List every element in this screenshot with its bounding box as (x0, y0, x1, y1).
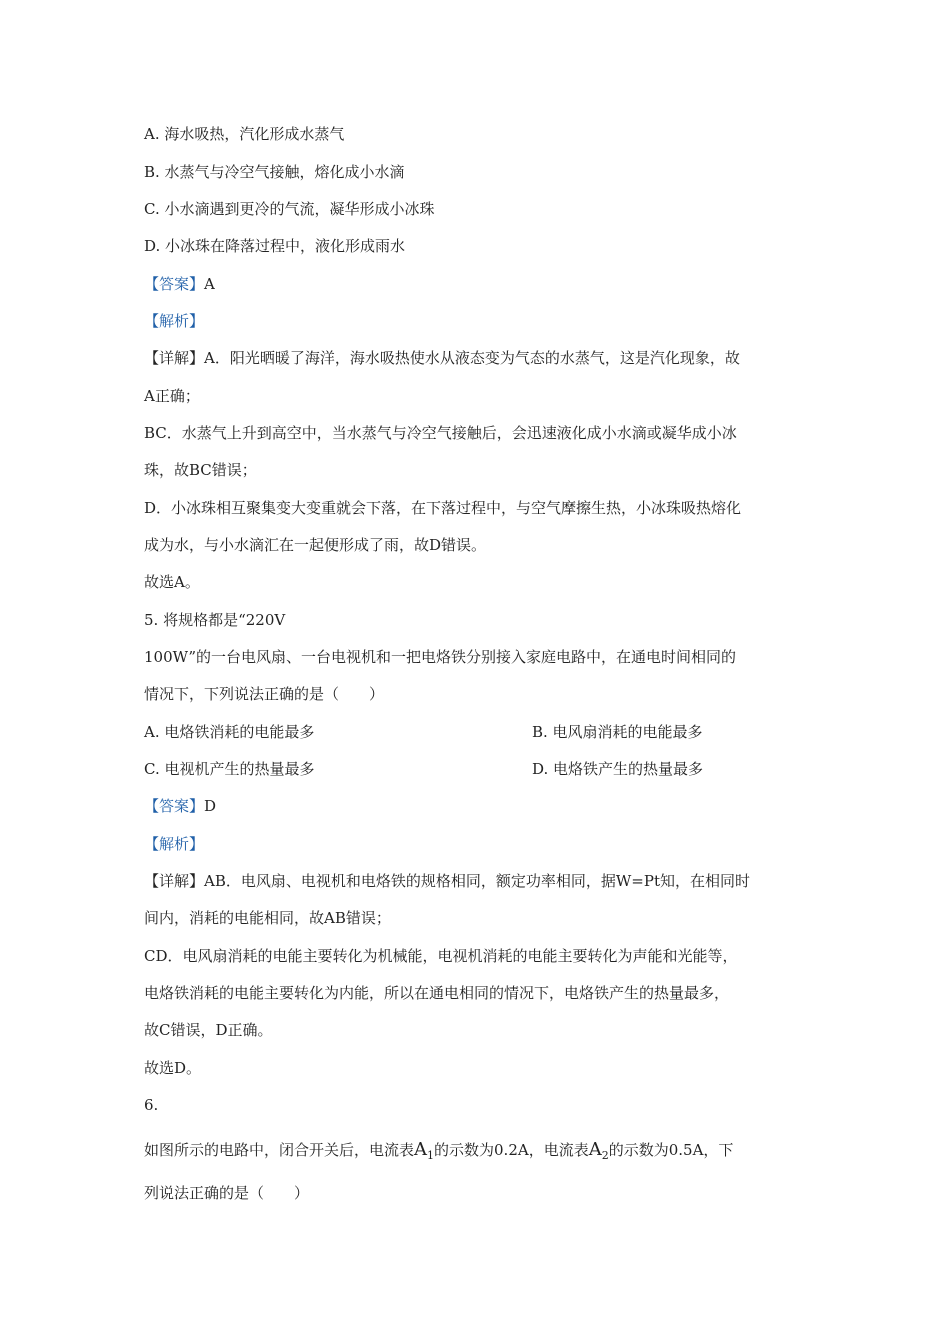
q6-number: 6. (144, 1096, 159, 1114)
q5-stem-3: 情况下，下列说法正确的是（ ） (144, 685, 385, 703)
q5-conclusion: 故选D。 (144, 1059, 202, 1077)
q4-detail-line-3: BC．水蒸气上升到高空中，当水蒸气与冷空气接触后，会迅速液化成小水滴或凝华成小冰 (144, 424, 737, 442)
ammeter-a2-symbol: A (588, 1139, 602, 1160)
q4-detail-line-4: 珠，故BC错误； (144, 461, 257, 479)
q5-detail-line-5: 故C错误，D正确。 (144, 1021, 273, 1039)
q5-stem-2: 100W”的一台电风扇、一台电视机和一把电烙铁分别接入家庭电路中，在通电时间相同的 (144, 648, 736, 666)
q5-detail-line-2: 间内，消耗的电能相同，故AB错误； (144, 909, 391, 927)
detail-tag: 【详解】 (144, 872, 205, 890)
answer-tag: 【答案】 (144, 275, 205, 293)
q5-analysis-line (144, 834, 204, 854)
detail-tag: 【详解】 (144, 349, 205, 367)
q6-stem-1 (144, 1140, 733, 1162)
q4-detail-line-2: A正确； (144, 387, 200, 405)
q4-detail-line-6: 成为水，与小水滴汇在一起便形成了雨，故D错误。 (144, 536, 487, 554)
q6-stem-mid: 的示数为0.2A，电流表 (434, 1141, 589, 1159)
answer-tag: 【答案】 (144, 797, 205, 815)
detail-text: A．阳光晒暖了海洋，海水吸热使水从液态变为气态的水蒸气，这是汽化现象，故 (204, 349, 740, 367)
ammeter-a2-subscript: 2 (601, 1149, 609, 1162)
detail-text: AB．电风扇、电视机和电烙铁的规格相同，额定功率相同，据W=Pt知，在相同时 (204, 872, 750, 890)
q4-conclusion: 故选A。 (144, 573, 200, 591)
q5-option-d: D. 电烙铁产生的热量最多 (532, 760, 704, 778)
q5-detail-line-1 (144, 871, 750, 891)
answer-value: D (204, 797, 217, 815)
q4-answer-line (144, 274, 215, 294)
q5-option-a: A. 电烙铁消耗的电能最多 (144, 723, 315, 741)
q5-detail-line-4: 电烙铁消耗的电能主要转化为内能，所以在通电相同的情况下，电烙铁产生的热量最多， (144, 984, 730, 1002)
q4-option-b: B. 水蒸气与冷空气接触，熔化成小水滴 (144, 163, 405, 181)
analysis-tag: 【解析】 (144, 312, 205, 330)
q4-analysis-line (144, 311, 204, 331)
answer-value: A (204, 275, 215, 293)
ammeter-a1-symbol: A (414, 1139, 428, 1160)
q5-option-c: C. 电视机产生的热量最多 (144, 760, 315, 778)
ammeter-a1-subscript: 1 (427, 1149, 435, 1162)
q5-option-b: B. 电风扇消耗的电能最多 (532, 723, 703, 741)
q4-option-a: A. 海水吸热，汽化形成水蒸气 (144, 125, 345, 143)
q6-stem-post: 的示数为0.5A，下 (608, 1141, 734, 1159)
q5-answer-line (144, 796, 216, 816)
q6-stem-pre: 如图所示的电路中，闭合开关后，电流表 (144, 1141, 415, 1159)
q4-detail-line-5: D．小冰珠相互聚集变大变重就会下落，在下落过程中，与空气摩擦生热，小冰珠吸热熔化 (144, 499, 742, 517)
q5-detail-line-3: CD．电风扇消耗的电能主要转化为机械能，电视机消耗的电能主要转化为声能和光能等， (144, 947, 738, 965)
q4-option-c: C. 小水滴遇到更冷的气流，凝华形成小冰珠 (144, 200, 435, 218)
q4-option-d: D. 小冰珠在降落过程中，液化形成雨水 (144, 237, 406, 255)
q4-detail-line-1 (144, 348, 740, 368)
q6-stem-2: 列说法正确的是（ ） (144, 1184, 310, 1202)
analysis-tag: 【解析】 (144, 835, 205, 853)
q5-stem-1: 5. 将规格都是“220V (144, 611, 286, 629)
